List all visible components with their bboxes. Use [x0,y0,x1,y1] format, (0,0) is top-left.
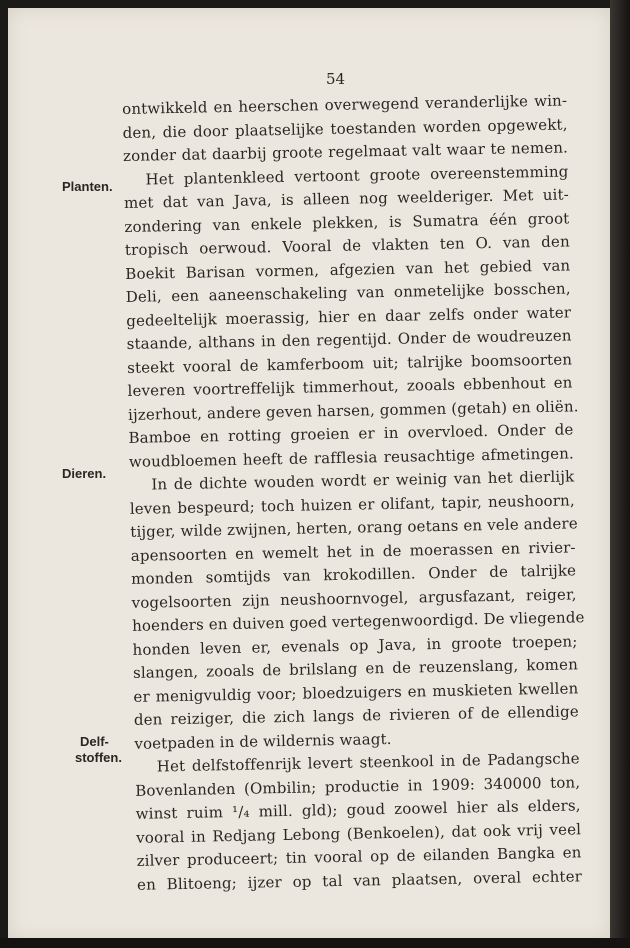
margin-heading-delfstoffen-1: Delf- [80,734,109,749]
margin-heading-delfstoffen-2: stoffen. [75,750,122,765]
text-line: ontwikkeld en heerschen overwegend veranderlijke win- [122,91,568,118]
text-line: zondering van enkele plekken, is Sumatra één groot [124,208,570,236]
text-line: er menigvuldig voor; bloedzuigers en muskieten kwellen [133,678,579,706]
text-line: Boekit Barisan vormen, afgezien van het gebied van [125,255,571,283]
text-line: zilver produceert; tin vooral op de eilanden Bangka en [136,843,582,870]
text-line: den, die door plaatselijke toestanden worden opgewekt, [122,114,568,142]
text-line: hoenders en duiven goed vertegenwoordigd. De vliegende [131,608,585,635]
text-line: zonder dat daarbij groote regelmaat valt waar te nemen. [122,138,569,165]
text-line: Bovenlanden (Ombilin; productie in 1909: 340000 ton, [135,772,581,800]
text-line: winst ruim ¹/₄ mill. gld); goud zoowel hier als elders, [135,796,581,823]
text-line: den reiziger, die zich langs de rivieren of de ellendige [133,702,579,729]
text-line: Bamboe en rotting groeien er in overvloed. Onder de [128,420,574,447]
text-line: Het plantenkleed vertoont groote overeenstemming [145,161,569,189]
text-line: vogelsoorten zijn neushoornvogel, argusfazant, reiger, [131,584,577,612]
text-line: honden leven er, evenals op Java, in groote troepen; [132,631,578,659]
margin-heading-dieren: Dieren. [62,466,107,481]
page-edge-right [610,0,630,948]
text-line: en Blitoeng; ijzer op tal van plaatsen, overal echter [136,866,583,894]
text-line: Het delfstoffenrijk levert steenkool in de Padangsche [156,749,580,776]
text-line: In de dichte wouden wordt er weinig van het dierlijk [151,467,575,494]
text-line: met dat van Java, is alleen nog weelderiger. Met uit- [123,185,570,212]
text-line: woudbloemen heeft de rafflesia reusachtige afmetingen. [128,443,575,471]
text-line: leven bespeurd; toch huizen er olifant, tapir, neushoorn, [129,490,575,518]
text-line: staande, althans in den regentijd. Onder de woudreuzen [126,326,572,353]
page-edge-bottom [0,938,630,948]
text-line: tropisch oerwoud. Vooral de vlakten ten O. van den [124,232,570,259]
text-line: slangen, zooals de brilslang en de reuzenslang, komen [132,655,579,682]
text-line: tijger, wilde zwijnen, herten, orang oetans en vele andere [130,514,578,541]
text-line: apensoorten en wemelt het in de moerassen en rivier- [130,537,576,565]
text-line: gedeeltelijk moerassig, hier en daar zelfs onder water [126,302,572,330]
text-line: voetpaden in de wildernis waagt. [134,729,392,753]
text-line: Deli, een aaneenschakeling van onmetelijke bosschen, [125,279,571,306]
page-number: 54 [326,70,346,88]
text-line: steekt vooral de kamferboom uit; talrijke boomsoorten [126,349,573,377]
margin-heading-planten: Planten. [62,179,113,194]
text-line: monden somtijds van krokodillen. Onder de talrijke [131,561,577,588]
text-line: ijzerhout, andere geven harsen, gommen (getah) en oliën. [127,396,579,424]
text-line: vooral in Redjang Lebong (Benkoelen), dat ook vrij veel [135,819,582,847]
text-line: leveren voortreffelijk timmerhout, zooals ebbenhout en [127,373,573,400]
